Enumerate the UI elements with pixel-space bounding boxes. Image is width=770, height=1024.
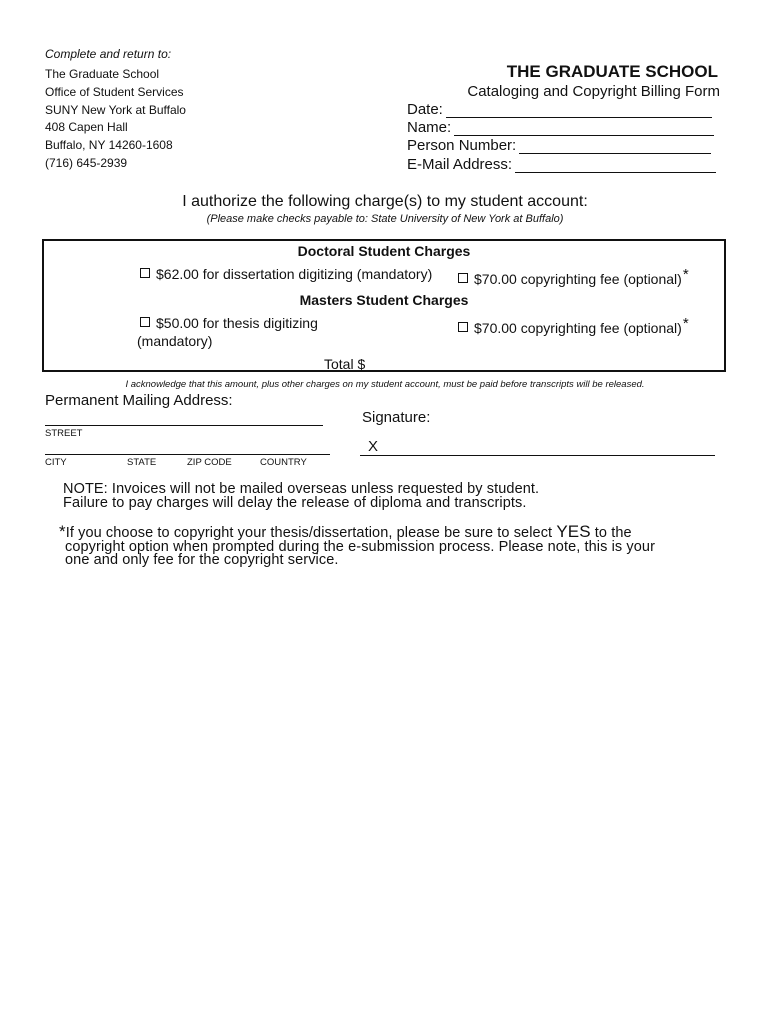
city-line[interactable] [45,454,330,455]
address-line: SUNY New York at Buffalo [45,102,186,117]
yes-emphasis: YES [556,522,591,541]
note-text: If you choose to copyright your thesis/dissertation, please be sure to select [65,525,557,541]
charges-box [42,239,726,372]
date-label: Date: [407,101,443,118]
note-text: to the [590,525,632,541]
return-address [45,66,186,173]
address-line: The Graduate School [45,67,160,81]
masters-thesis-option[interactable] [140,315,318,331]
street-line[interactable] [45,425,323,426]
option-label: $70.00 copyrighting fee (optional) [474,271,682,287]
email-field[interactable] [407,156,716,173]
option-label: $50.00 for thesis digitizing [156,315,318,331]
date-input-line[interactable] [446,103,712,118]
masters-heading: Masters Student Charges [299,292,469,308]
note-line: one and only fee for the copyright service. [65,552,339,568]
asterisk: * [682,266,689,283]
doctoral-dissertation-option[interactable] [140,266,432,282]
signature-mark: X [368,438,379,455]
note-line: NOTE: Invoices will not be mailed overseas unless requested by student. [63,481,540,497]
name-field[interactable] [407,119,714,136]
zip-label: ZIP CODE [187,457,232,468]
person-number-field[interactable] [407,137,711,154]
masters-thesis-option-line2: (mandatory) [137,333,213,349]
address-line: Buffalo, NY 14260-1608 [45,138,173,153]
street-label: STREET [45,428,83,439]
masters-copyright-option[interactable] [458,315,689,336]
date-field[interactable] [407,101,712,118]
address-line: Office of Student Services [45,84,184,99]
invoice-note [63,483,539,510]
asterisk: * [682,315,689,332]
asterisk: * [59,522,66,541]
signature-label: Signature: [362,409,431,426]
return-heading: Complete and return to: [45,47,172,61]
note-line: copyright option when prompted during the e-submission process. Please note, this is your [65,538,656,555]
doctoral-heading: Doctoral Student Charges [297,243,471,259]
person-number-input-line[interactable] [519,139,711,154]
checkbox[interactable] [140,268,150,278]
form-title: THE GRADUATE SCHOOL [506,62,718,81]
copyright-note [59,522,656,568]
payable-note: (Please make checks payable to: State University of New York at Buffalo) [206,213,564,225]
acknowledge-text: I acknowledge that this amount, plus other charges on my student account, must be paid before transcripts will be released. [125,379,645,390]
city-label: CITY [45,457,67,468]
total-row[interactable] [324,356,430,372]
signature-line[interactable] [360,455,715,456]
person-number-label: Person Number: [407,137,517,154]
checkbox[interactable] [140,317,150,327]
state-label: STATE [127,457,157,468]
option-label: $62.00 for dissertation digitizing (mandatory) [156,266,433,282]
name-label: Name: [407,119,452,136]
country-label: COUNTRY [260,457,307,468]
doctoral-copyright-option[interactable] [458,266,689,287]
address-line: (716) 645-2939 [45,155,128,170]
form-subtitle: Cataloging and Copyright Billing Form [467,83,720,100]
option-label: $70.00 copyrighting fee (optional) [474,320,682,336]
name-input-line[interactable] [454,121,714,136]
authorize-text: I authorize the following charge(s) to my student account: [182,193,588,210]
email-input-line[interactable] [515,158,716,173]
email-label: E-Mail Address: [407,156,513,173]
checkbox[interactable] [458,273,468,283]
total-label: Total $ [324,356,366,372]
mailing-heading: Permanent Mailing Address: [45,392,233,409]
note-line: Failure to pay charges will delay the release of diploma and transcripts. [63,494,527,511]
total-blank[interactable]: __________ [369,360,431,372]
address-line: 408 Capen Hall [45,120,128,135]
checkbox[interactable] [458,322,468,332]
